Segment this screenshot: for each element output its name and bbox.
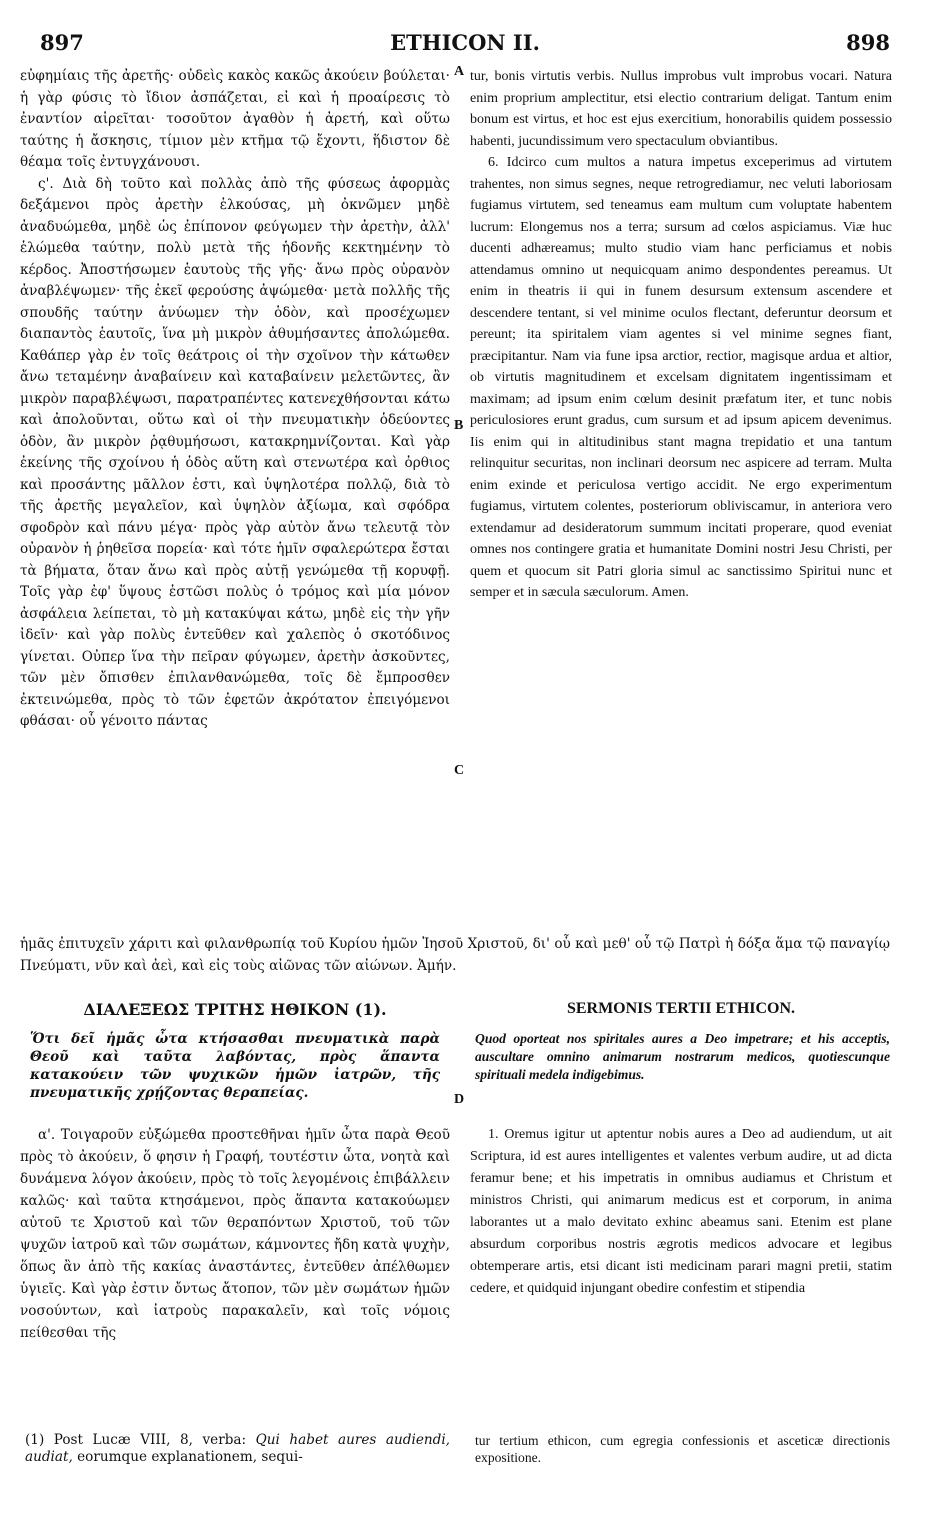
greek-column-top xyxy=(20,66,450,733)
right-page-number: 898 xyxy=(846,30,890,55)
latin-paragraph: 6. Idcirco cum multos a natura impetus exceperimus ad virtutem trahentes, non simus segnes, neque retrogrediamur, nec veluti laboriosam fugiamus virtutem, sed teneamus eam multum cum voluptate habentem lucrum: Elongemus nos a terra; sursum ad cœlos aspiciamus. Viæ huc ducenti adhæreamus; multo studio viam hanc perficiamus et nobis attendamus omnino ut nequicquam animo despondentes pereamus. Ut enim in theatris ii qui in funem desursum extensum ascendere et descendere tentant, si vel minime oculos flectant, deferuntur deorsum et pereunt; ita spiritalem viam agentes si vel minime segnes fiant, præcipitantur. Nam via fune ipsa arctior, rectior, magisque ardua et altior, ob virtutis magnitudinem et excelsam dignitatem ingentissimam et maximam; ad ipsum enim cœlum desinit præfatum iter, et tunc nobis periculosiores erunt gradus, cum sursum et ad ipsum apicem devenimus. Iis enim qui in altitudinibus stant magna trepidatio et una tantum relinquitur securitas, non inclinari deorsum nec aspicere ad terram. Multa enim exinde et periculosa vertigo accidit. Ne ergo experimentum fugiamus, virtutem colentes, posteriorum obliviscamur, in anteriora vero extendamur ad desideratorum summum incitati properare, quod eveniat omnes nos contingere gratia et humanitate Domini nostri Jesu Christi, per quem et quocum sit Patri gloria simul ac sanctissimo Spiritui nunc et semper et in sæcula sæculorum. Amen. xyxy=(470,155,892,600)
greek-section-body xyxy=(20,1124,450,1344)
latin-column-top xyxy=(470,66,892,604)
footnote-prefix: (1) Post Lucæ VIII, 8, verba: xyxy=(25,1432,247,1448)
margin-letter-d: D xyxy=(454,1092,465,1107)
greek-paragraph: εὐφημίαις τῆς ἀρετῆς· οὐδεὶς κακὸς κακῶς ἀκούειν βούλεται· ἡ γὰρ φύσις τὸ ἴδιον ἀσπάζεται, εἰ καὶ ἡ προαίρεσις τὸ ἐναντίον αἱρεῖται· τοσοῦτον ἀγαθὸν ἡ ἀρετή, καὶ οὕτω ταύτης ἡ ἄσκησις, τίμιον μὲν κτῆμα τῷ ἔχοντι, ἥδιστον δὲ θέαμα τοῖς ἐντυγχάνουσι. xyxy=(20,68,450,170)
latin-body-paragraph: 1. Oremus igitur ut aptentur nobis aures a Deo ad audiendum, ut ait Scriptura, id est aures intelligentes et valentes verbum audire, ut ad dicta feramur bene; et his impetratis in omnibus audiamus et Christum et ministros Christi, qui animarum medicus est et corporum, in anima laborantes ut a malo devitato exhinc abeamus sani. Etenim est plane absurdum corporibus nostris ægrotis medicos advocare et legibus obtemperare artis, etsi dicant isti medicinam parari magni pretii, statim cedere, et quidquid injungant obedire confestim et stipendia xyxy=(470,1127,892,1296)
greek-body-paragraph: α'. Τοιγαροῦν εὐξώμεθα προστεθῆναι ἡμῖν ὦτα παρὰ Θεοῦ πρὸς τὸ ἀκούειν, ὅ φησιν ἡ Γραφή, τουτέστιν ὦτα, νοητὰ καὶ δυνάμενα λόγον ἀκούειν, πρὸς τὸ τοῖς λεγομένοις ἐπιβάλλειν καλῶς· καὶ ταῦτα κτησάμενοι, πρὸς ἅπαντα κατακούωμεν αὐτοῦ τε Χριστοῦ καὶ τῶν θεραπόντων Χριστοῦ, τοῦ τῶν ψυχῶν ἰατροῦ καὶ τῶν σωμάτων, κάμνοντες ἤδη κατὰ ψυχὴν, ὅπως ἂν ἀπὸ τῆς κακίας ἀναστάντες, ἐντεῦθεν ἀπέλθωμεν ὑγιεῖς. Καὶ γὰρ ἐστιν ὄντως ἄτοπον, τῶν μὲν σωμάτων ἡμῶν νοσούντων, καὶ ἰατροὺς παρακαλεῖν, καὶ τοῖς νόμοις πείθεσθαι τῆς xyxy=(20,1127,450,1341)
greek-doxology-full-width: ἡμᾶς ἐπιτυχεῖν χάριτι καὶ φιλανθρωπίᾳ τοῦ Κυρίου ἡμῶν Ἰησοῦ Χριστοῦ, δι' οὗ καὶ μεθ' οὗ τῷ Πατρὶ ἡ δόξα ἅμα τῷ παναγίῳ Πνεύματι, νῦν καὶ ἀεὶ, καὶ εἰς τοὺς αἰῶνας τῶν αἰώνων. Ἀμήν. xyxy=(20,936,890,974)
latin-section-body xyxy=(470,1124,892,1300)
footnote-quote: Qui habet aures audiendi, audiat, xyxy=(25,1432,450,1465)
latin-section-title: SERMONIS TERTII ETHICON. xyxy=(566,1000,796,1017)
latin-paragraph: tur, bonis virtutis verbis. Nullus improbus vult improbus vocari. Natura enim proprium amplectitur, etsi electio contrarium deligat. Tantum enim bonum est virtus, et hoc est ejus exercitium, honorabilis quidem possessio habenti, jucundissimum vero spectaculum obviantibus. xyxy=(470,69,892,149)
greek-paragraph: ς'. Διὰ δὴ τοῦτο καὶ πολλὰς ἀπὸ τῆς φύσεως ἀφορμὰς δεξάμενοι πρὸς ἀρετὴν ἑλκούσας, μὴ ὀκνῶμεν μηδὲ ἀναδυώμεθα, μηδὲ ὡς ἐπίπονον φεύγωμεν τὴν ἀρετὴν, ἀλλ' ἑλώμεθα ταύτην, πολὺ μετὰ τῆς ἡδονῆς κεκτημένην τὸ κέρδος. Ἀποστήσωμεν ἑαυτοὺς τῆς γῆς· ἄνω πρὸς οὐρανὸν ἀναβλέψωμεν· τῆς ἐκεῖ φερούσης ἀψώμεθα· μετὰ πολλῆς τῆς σπουδῆς ταύτην ἀνύωμεν τὴν ὁδὸν, καὶ προσέχωμεν διαπαντὸς ἑαυτοῖς, ἵνα μὴ μικρὸν ἀθυμήσαντες ἀπολώμεθα. Καθάπερ γὰρ ἐν τοῖς θεάτροις οἱ τὴν σχοῖνον τὴν κάτωθεν ἄνω τεταμένην ἀναβαίνειν καὶ καταβαίνειν μελετῶντες, ἂν μικρὸν παραβλέψωσι, παρατραπέντες κατενεχθήσονται κάτω καὶ ἀπολοῦνται, οὕτω καὶ οἱ τὴν πνευματικὴν ὁδεύοντες ὁδὸν, ἂν μικρὸν ῥᾳθυμήσωσι, κατακρημνίζονται. Καὶ γὰρ ἐκείνης τῆς σχοίνου ἡ ὁδὸς αὕτη καὶ στενωτέρα καὶ ὀρθιος καὶ προσάντης μᾶλλον ἐστι, καὶ ὑψηλοτέρα πολλῷ, διὰ τὸ τῆς ἀρετῆς μεγαλεῖον, καὶ ὑψηλὸν ἀξίωμα, καὶ σφόδρα σφοδρὸν καὶ πάνυ μέγα· πρὸς γὰρ αὐτὸν ἄνω τελευτᾷ τὸν οὐρανὸν ἡ ῥηθεῖσα πορεία· καὶ τότε ἡμῖν σφαλερώτερα ἔσται τὰ βήματα, ὅταν ἄνω καὶ πρὸς αὐτῇ γενώμεθα τῇ κορυφῇ. Τοῖς γὰρ ἐφ' ὕψους ἑστῶσι πολὺς ὁ τρόμος καὶ μία μόνον ἀσφάλεια λείπεται, τὸ μὴ κατακύψαι κάτω, μηδὲ εἰς τὴν γῆν ἰδεῖν· καὶ γὰρ πολὺς ἐντεῦθεν καὶ χαλεπὸς ὁ σκοτόδινος γίνεται. Οὐπερ ἵνα τὴν πεῖραν φύγωμεν, ἀρετὴν ἀσκοῦντες, τῶν μὲν ὄπισθεν ἐπιλανθανώμεθα, τοῖς δὲ ἔμπροσθεν ἐκτεινώμεθα, πρὸς τὸ τῶν ἐφετῶν ἀκρότατον ἐπειγόμενοι φθάσαι· οὗ γένοιτο πάντας xyxy=(20,175,450,729)
greek-section-title: ΔΙΑΛΕΞΕΩΣ ΤΡΙΤΗΣ ΗΘΙΚΟΝ (1). xyxy=(83,1000,387,1019)
margin-letter-c: C xyxy=(454,763,465,778)
footnote-continuation: eorumque explanationem, sequi- xyxy=(77,1449,303,1465)
footnote-left xyxy=(25,1432,450,1466)
margin-letter-b: B xyxy=(454,418,464,433)
margin-letter-a: A xyxy=(454,64,465,79)
left-page-number: 897 xyxy=(40,30,84,55)
latin-section-subtitle: Quod oporteat nos spiritales aures a Deo impetrare; et his acceptis, auscultare omnino animarum nostrarum medicos, quotiescunque spirituali medela indigebimus. xyxy=(475,1031,890,1082)
running-title: ETHICON II. xyxy=(390,30,540,55)
footnote-right: tur tertium ethicon, cum egregia confessionis et asceticæ directionis expositione. xyxy=(475,1433,890,1465)
greek-section-subtitle: Ὅτι δεῖ ἡμᾶς ὦτα κτήσασθαι πνευματικὰ παρὰ Θεοῦ καὶ ταῦτα λαβόντας, πρὸς ἅπαντα κατακούειν τῶν ψυχικῶν ἡμῶν ἰατρῶν, τῆς πνευματικῆς χρῄζοντας θεραπείας. xyxy=(30,1031,440,1101)
page-header xyxy=(40,30,890,60)
